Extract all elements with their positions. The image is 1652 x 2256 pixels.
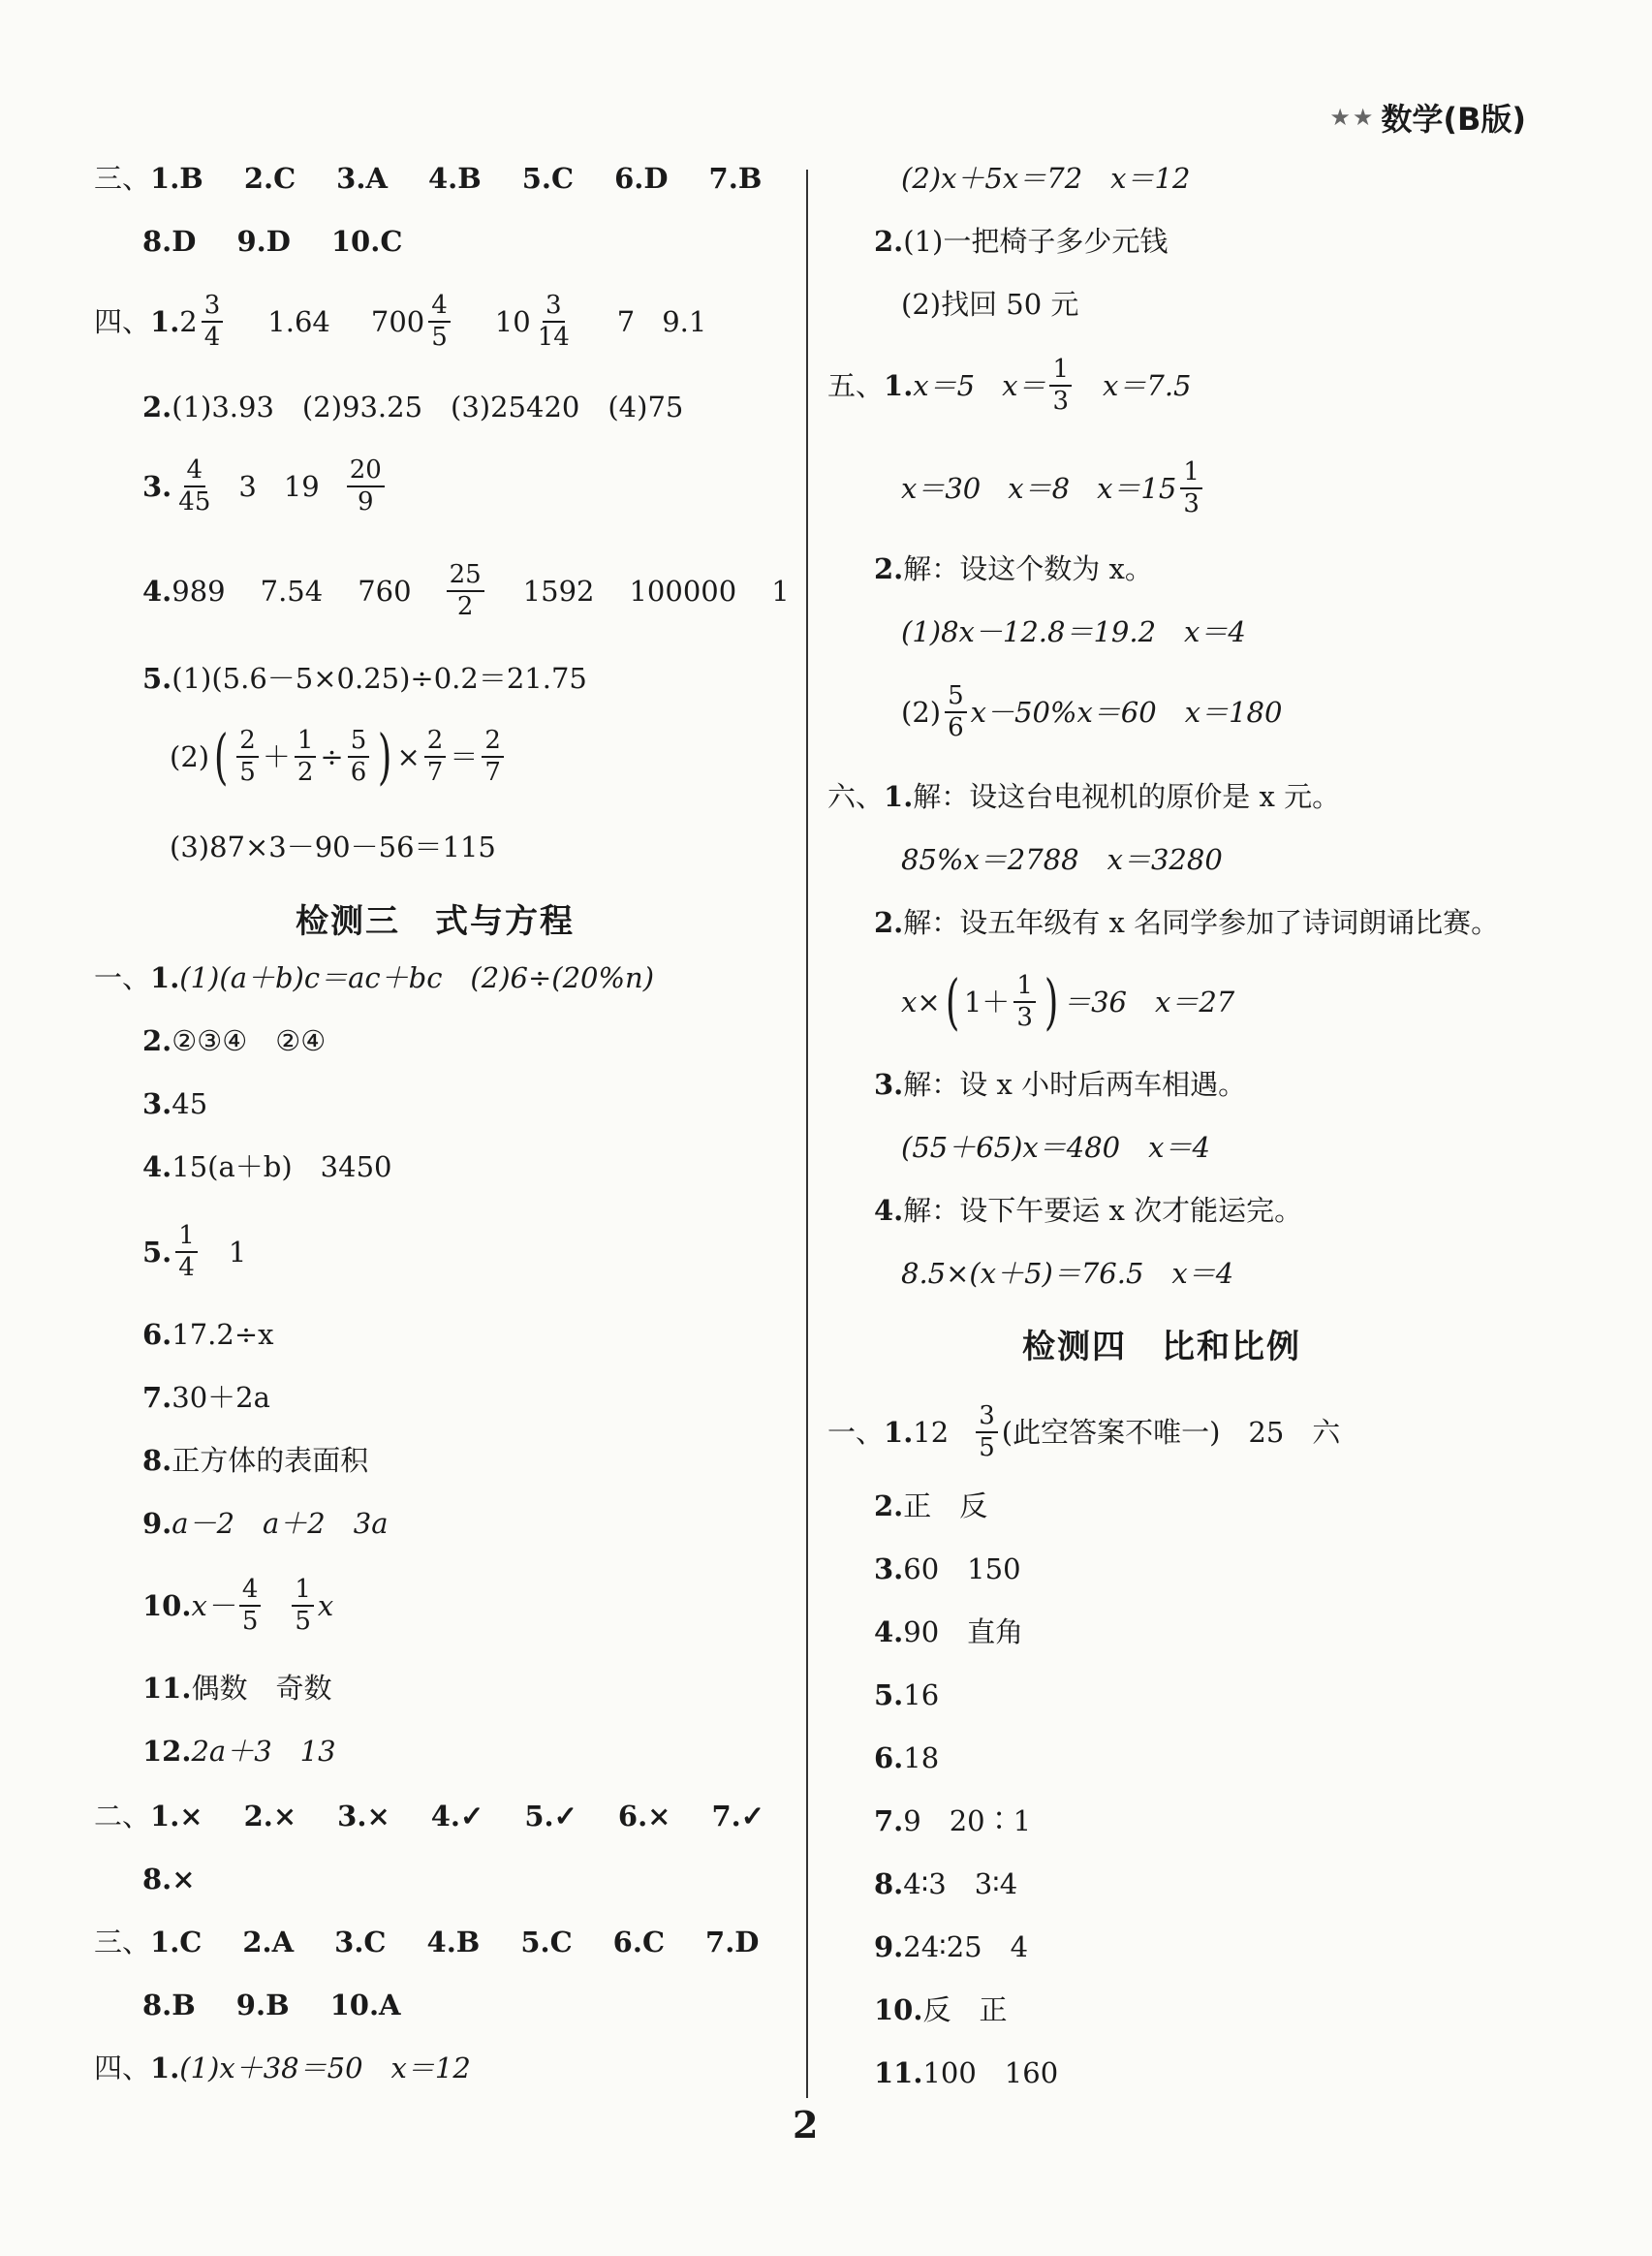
- answer-item: 3.C: [334, 1926, 387, 1958]
- fraction: $\frac{3}{5}$: [976, 1403, 998, 1462]
- fraction: $\frac{1}{5}$: [292, 1577, 314, 1636]
- answer-line: [874, 1489, 988, 1522]
- answer-item: 6.D: [614, 162, 669, 195]
- answer-text: (1)(5.6－5×0.25)÷0.2＝21.75: [171, 662, 587, 695]
- answer-text: 解：设下午要运 x 次才能运完。: [903, 1194, 1303, 1227]
- answer-text: ②③④ ②④: [171, 1024, 327, 1057]
- answer-item: 10.A: [329, 1989, 401, 2021]
- answer-line: [874, 906, 1500, 939]
- question-number: 4.: [874, 1615, 904, 1648]
- fraction: $\frac{1}{3}$: [1013, 973, 1036, 1032]
- answer-text: 60 150: [903, 1552, 1021, 1585]
- answer-text: 100 160: [922, 2056, 1059, 2089]
- answer-line: [142, 1577, 333, 1636]
- question-number: 10.: [874, 1993, 923, 2026]
- answer-line: [170, 830, 496, 863]
- fraction: $\frac{1}{2}$: [295, 728, 317, 787]
- answer-item: 7.D: [705, 1926, 760, 1958]
- question-number: 3.: [874, 1068, 904, 1101]
- question-number: 1.: [884, 1415, 914, 1449]
- answer-line: [142, 1223, 246, 1282]
- answer-text: 2a＋3 13: [191, 1735, 336, 1768]
- answer-text: 7: [616, 304, 636, 338]
- answer-text: 正方体的表面积: [171, 1444, 369, 1477]
- answer-line: [874, 1993, 1008, 2026]
- column-divider: [806, 170, 808, 2098]
- bracket: (: [945, 966, 960, 1037]
- section-label: 五、: [827, 368, 885, 402]
- answer-item: 1.×: [150, 1800, 203, 1833]
- answer-line: [142, 1318, 274, 1351]
- section-label: 三、: [94, 1926, 151, 1958]
- question-number: 2.: [874, 552, 904, 585]
- answer-line: [94, 961, 655, 994]
- bracket: ): [378, 721, 392, 792]
- fraction: $\frac{20}{9}$: [347, 457, 385, 517]
- answer-line: [142, 1507, 389, 1540]
- answer-text: 700: [370, 304, 425, 338]
- question-number: 1.: [150, 304, 180, 338]
- answer-line: [874, 1678, 940, 1711]
- fraction: $\frac{3}{14}$: [537, 291, 570, 353]
- question-number: 3.: [142, 469, 172, 503]
- fraction: $\frac{1}{4}$: [175, 1223, 198, 1282]
- answer-text: 1.64: [267, 304, 330, 338]
- answer-text: (1)x＋38＝50 x＝12: [179, 2052, 471, 2084]
- answer-line: [901, 1257, 1234, 1290]
- answer-text: (55＋65)x＝480 x＝4: [901, 1131, 1210, 1164]
- answer-line: [142, 225, 403, 258]
- answer-line: [901, 288, 1079, 321]
- fraction: $\frac{1}{3}$: [1049, 357, 1072, 416]
- answer-text: 解：设五年级有 x 名同学参加了诗词朗诵比赛。: [903, 906, 1500, 939]
- question-number: 9.: [874, 1930, 904, 1963]
- answer-line: [142, 1991, 401, 2020]
- answer-text: 16: [903, 1678, 940, 1711]
- fraction: $\frac{5}{6}$: [348, 728, 370, 787]
- answer-line: [874, 1930, 1029, 1963]
- question-number: 5.: [142, 1235, 172, 1269]
- answer-text: x＝7.5: [1103, 368, 1192, 402]
- answer-text: x＝15: [1097, 471, 1177, 505]
- answer-line: [142, 1381, 270, 1414]
- answer-text: (2): [901, 695, 942, 729]
- answer-item: 8.B: [142, 1989, 196, 2021]
- answer-item: 1.B: [150, 162, 203, 195]
- answer-text: 解：设这台电视机的原价是 x 元。: [913, 780, 1341, 813]
- answer-text: x＝: [1002, 368, 1046, 402]
- answer-text: x－: [191, 1588, 235, 1622]
- answer-line: [901, 162, 1191, 195]
- answer-text: (1)8x－12.8＝19.2 x＝4: [901, 615, 1246, 648]
- answer-line: [827, 1403, 1340, 1462]
- fraction: $\frac{3}{4}$: [202, 293, 224, 352]
- answer-item: 2.C: [243, 162, 296, 195]
- answer-line: [901, 683, 1282, 742]
- answer-line: [142, 1865, 196, 1894]
- question-number: 12.: [142, 1735, 192, 1768]
- answer-line: [827, 357, 1192, 416]
- question-number: 2.: [874, 225, 904, 258]
- question-number: 11.: [874, 2056, 923, 2089]
- answer-item: 5.C: [520, 1926, 573, 1958]
- section-label: 四、: [94, 2052, 151, 2084]
- answer-text: x＝5: [913, 368, 976, 402]
- question-number: 6.: [874, 1741, 904, 1774]
- answer-text: 7.54: [260, 574, 324, 608]
- answer-item: 6.×: [617, 1800, 671, 1833]
- answer-line: [827, 780, 1341, 813]
- answer-text: 12: [913, 1415, 950, 1449]
- fraction: $\frac{4}{5}$: [428, 293, 451, 352]
- fraction: $\frac{2}{7}$: [482, 728, 504, 787]
- answer-text: 反 正: [922, 1993, 1008, 2026]
- fraction: $\frac{2}{5}$: [236, 728, 259, 787]
- answer-line: [142, 1444, 369, 1477]
- answer-text: 正 反: [903, 1489, 988, 1522]
- answer-item: 2.×: [243, 1800, 297, 1833]
- answer-line: [142, 1735, 336, 1768]
- answer-line: [94, 162, 763, 195]
- operator: ＝: [450, 739, 479, 773]
- answer-text: 4∶3 3∶4: [903, 1867, 1018, 1900]
- answer-line: [142, 562, 790, 621]
- answer-line: [901, 843, 1223, 876]
- question-number: 8.: [874, 1867, 904, 1900]
- answer-text: (3)87×3－90－56＝115: [170, 830, 496, 863]
- answer-item: 4.B: [427, 162, 482, 195]
- answer-item: 7.✓: [711, 1800, 765, 1833]
- answer-line: [874, 552, 1153, 585]
- answer-item: 3.A: [336, 162, 388, 195]
- answer-text: (1)(a＋b)c＝ac＋bc (2)6÷(20%n): [179, 961, 655, 994]
- answer-item: 10.C: [330, 225, 403, 258]
- answer-item: 5.✓: [524, 1800, 577, 1833]
- answer-text: x: [317, 1588, 334, 1622]
- question-number: 2.: [142, 391, 172, 423]
- section-label: 一、: [94, 961, 151, 994]
- answer-line: [142, 457, 389, 517]
- answer-text: 偶数 奇数: [191, 1672, 332, 1705]
- answer-item: 6.C: [612, 1926, 666, 1958]
- question-number: 1.: [884, 368, 914, 402]
- answer-text: 85%x＝2788 x＝3280: [901, 843, 1223, 876]
- answer-line: [874, 1194, 1303, 1227]
- question-number: 1.: [150, 961, 180, 994]
- answer-line: [901, 1131, 1210, 1164]
- answer-text: 1: [228, 1235, 247, 1269]
- section-heading: 检测三 式与方程: [296, 902, 575, 941]
- answer-text: 解：设这个数为 x。: [903, 552, 1153, 585]
- question-number: 4.: [874, 1194, 904, 1227]
- bracket: ): [1044, 966, 1059, 1037]
- question-number: 5.: [142, 662, 172, 695]
- answer-line: [901, 459, 1206, 518]
- answer-text: 18: [903, 1741, 940, 1774]
- answer-line: [874, 1552, 1021, 1585]
- section-label: 二、: [94, 1800, 151, 1833]
- question-number: 11.: [142, 1672, 192, 1705]
- answer-item: 3.×: [337, 1800, 390, 1833]
- bracket: (: [213, 721, 229, 792]
- answer-text: 989: [171, 574, 226, 608]
- answer-item: 5.C: [521, 162, 575, 195]
- question-number: 2.: [874, 1489, 904, 1522]
- answer-text: 1: [771, 574, 790, 608]
- question-number: 7.: [874, 1804, 904, 1837]
- answer-text: 2: [179, 304, 198, 338]
- answer-item: 2.A: [242, 1926, 295, 1958]
- answer-line: [901, 966, 1235, 1037]
- question-number: 4.: [142, 1150, 172, 1183]
- answer-text: 1592: [522, 574, 595, 608]
- answer-text: 8.5×(x＋5)＝76.5 x＝4: [901, 1257, 1234, 1290]
- answer-text: (1)3.93 (2)93.25 (3)25420 (4)75: [171, 391, 684, 423]
- answer-line: [901, 615, 1246, 648]
- answer-line: [874, 1804, 1032, 1837]
- section-label: 三、: [94, 162, 151, 195]
- operator: ×: [396, 739, 421, 773]
- answer-text: 17.2÷x: [171, 1318, 274, 1351]
- question-number: 8.: [142, 1444, 172, 1477]
- answer-item: 8.D: [142, 225, 197, 258]
- section-heading: 检测四 比和比例: [1022, 1328, 1301, 1366]
- answer-text: 9 20∶1: [903, 1804, 1032, 1837]
- fraction: $\frac{2}{7}$: [424, 728, 447, 787]
- operator: ＋: [262, 739, 291, 773]
- question-number: 1.: [150, 2052, 180, 2084]
- operator: ÷: [320, 739, 344, 773]
- answer-text: 45: [171, 1087, 208, 1120]
- question-number: 1.: [884, 780, 914, 813]
- answer-text: 30＋2a: [171, 1381, 270, 1414]
- question-number: 9.: [142, 1507, 172, 1540]
- answer-text: 19: [283, 469, 320, 503]
- section-label: 六、: [827, 780, 885, 813]
- answer-item: 4.✓: [430, 1800, 484, 1833]
- answer-text: a－2 a＋2 3a: [171, 1507, 389, 1540]
- answer-line: [142, 662, 587, 695]
- answer-text: 15(a＋b) 3450: [171, 1150, 392, 1183]
- question-number: 6.: [142, 1318, 172, 1351]
- answer-line: [142, 393, 683, 422]
- answer-line: [874, 1615, 1024, 1648]
- answer-line: [94, 2054, 471, 2083]
- answer-text: 90 直角: [903, 1615, 1024, 1648]
- answer-item: 9.D: [236, 225, 291, 258]
- answer-text: 10: [494, 304, 531, 338]
- answer-text: 9.1: [662, 304, 707, 338]
- answer-item: 1.C: [150, 1926, 203, 1958]
- answer-text: x－50%x＝60 x＝180: [970, 695, 1283, 729]
- answer-line: [94, 293, 706, 352]
- answer-text: 100000: [629, 574, 737, 608]
- section-label: 四、: [94, 304, 151, 338]
- answer-line: [142, 1087, 208, 1120]
- answer-line: [94, 1928, 759, 1957]
- fraction: $\frac{1}{3}$: [1180, 459, 1202, 518]
- answer-text: x＝8: [1008, 471, 1071, 505]
- question-number: 3.: [874, 1552, 904, 1585]
- answer-text: (2)找回 50 元: [901, 288, 1079, 321]
- answer-text: ＝36 x＝27: [1063, 985, 1235, 1018]
- question-number: 7.: [142, 1381, 172, 1414]
- page-header: [1329, 95, 1526, 140]
- answer-line: [142, 1024, 327, 1057]
- answer-line: [170, 721, 508, 792]
- question-number: 2.: [142, 1024, 172, 1057]
- question-number: 10.: [142, 1588, 192, 1622]
- page-number: 2: [793, 2103, 819, 2146]
- book-title: 数学(B版): [1381, 101, 1526, 138]
- answer-item: 9.B: [235, 1989, 290, 2021]
- answer-line: [142, 1150, 392, 1183]
- answer-line: [94, 1802, 764, 1831]
- answer-text: x＝30: [901, 471, 982, 505]
- question-number: 2.: [874, 906, 904, 939]
- answer-item: 4.B: [426, 1926, 481, 1958]
- question-number: 4.: [142, 574, 172, 608]
- answer-text: (此空答案不唯一) 25 六: [1001, 1415, 1341, 1449]
- answer-line: [874, 1741, 940, 1774]
- answer-text: x×: [901, 985, 941, 1018]
- answer-item: 8.×: [142, 1863, 196, 1896]
- answer-text: (2)x＋5x＝72 x＝12: [901, 162, 1191, 195]
- answer-text: 760: [358, 574, 412, 608]
- fraction: $\frac{4}{45}$: [178, 455, 211, 517]
- answer-text: 24∶25 4: [903, 1930, 1029, 1963]
- fraction: $\frac{25}{2}$: [447, 562, 484, 621]
- answer-item: 7.B: [708, 162, 763, 195]
- answer-text: 3: [238, 469, 257, 503]
- question-number: 5.: [874, 1678, 904, 1711]
- answer-text: (2): [170, 739, 210, 773]
- answer-text: (1)一把椅子多少元钱: [903, 225, 1169, 258]
- question-number: 3.: [142, 1087, 172, 1120]
- answer-line: [874, 1068, 1247, 1101]
- answer-line: [142, 1672, 332, 1705]
- answer-line: [874, 1867, 1018, 1900]
- answer-line: [874, 225, 1169, 258]
- fraction: $\frac{4}{5}$: [239, 1577, 262, 1636]
- section-label: 一、: [827, 1415, 885, 1449]
- answer-text: 解：设 x 小时后两车相遇。: [903, 1068, 1247, 1101]
- fraction: $\frac{5}{6}$: [945, 683, 967, 742]
- answer-text: 1＋: [963, 985, 1011, 1018]
- difficulty-stars-icon: ★★: [1329, 104, 1376, 131]
- answer-line: [874, 2056, 1059, 2089]
